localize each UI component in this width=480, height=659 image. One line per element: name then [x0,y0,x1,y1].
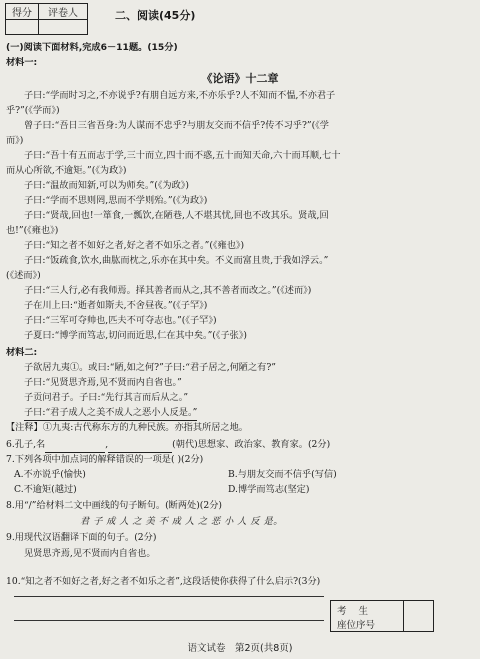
note: 【注释】①九夷:古代称东方的九种民族。亦指其所居之地。 [6,422,248,433]
q7-option-d[interactable]: D.博学而笃志(坚定) [228,484,310,495]
material1-label: 材料一: [6,57,38,68]
text-line: 子在川上曰:“逝者如斯夫,不舍昼夜。”(《子罕》) [24,300,208,311]
examinee-label: 考生 [337,606,381,617]
q6-tail: (朝代)思想家、政治家、教育家。(2分) [172,439,331,450]
q8-sentence[interactable]: 君 子 成 人 之 美 不 成 人 之 恶 小 人 反 是。 [80,516,283,527]
text-line: 而从心所欲,不逾矩。”(《为政》) [6,165,127,176]
q6-blank-1[interactable] [45,437,105,453]
text-line: 子曰:“吾十有五而志于学,三十而立,四十而不惑,五十而知天命,六十而耳顺,七十 [24,150,341,161]
material2-line: 子贡问君子。子曰:“先行其言而后从之。” [24,392,189,403]
text-line: 子曰:“温故而知新,可以为师矣。”(《为政》) [24,180,189,191]
question-9: 9.用现代汉语翻译下面的句子。(2分) [6,532,157,543]
text-line: 子夏曰:“博学而笃志,切问而近思,仁在其中矣。”(《子张》) [24,330,248,341]
text-title: 《论语》十二章 [201,72,279,85]
seat-number-cell[interactable] [403,601,434,631]
q6-comma: , [105,439,109,450]
text-line: 子曰:“知之者不如好之者,好之者不如乐之者。”(《雍也》) [24,240,245,251]
text-line: 子曰:“三军可夺帅也,匹夫不可夺志也。”(《子罕》) [24,315,217,326]
answer-line[interactable] [14,620,324,621]
material2-line: 子欲居九夷①。或曰:“陋,如之何?”子曰:“君子居之,何陋之有?” [24,362,276,373]
q7-option-a[interactable]: A.不亦说乎(愉快) [14,469,86,480]
text-line: 曾子曰:“吾日三省吾身:为人谋而不忠乎?与朋友交而不信乎?传不习乎?”(《学 [24,120,329,131]
answer-line[interactable] [14,596,324,597]
text-line: (《述而》) [6,270,41,281]
question-8: 8.用“/”给材料二文中画线的句子断句。(断两处)(2分) [6,500,222,511]
question-7: 7.下列各项中加点词的解释错误的一项是( )(2分) [6,454,204,465]
q7-option-c[interactable]: C.不逾矩(越过) [14,484,77,495]
page-footer: 语文试卷 第2页(共8页) [187,643,293,654]
part1-heading: (一)阅读下面材料,完成6－11题。(15分) [6,42,178,53]
material2-line: 子曰:“见贤思齐焉,见不贤而内自省也。” [24,377,182,388]
score-label: 得分 [6,4,39,20]
seat-number-box [330,600,434,632]
text-line: 子曰:“三人行,必有我师焉。择其善者而从之,其不善者而改之。”(《述而》) [24,285,312,296]
text-line: 子曰:“饭疏食,饮水,曲肱而枕之,乐亦在其中矣。不义而富且贵,于我如浮云。” [24,255,329,266]
underlined-sentence: 子曰:“君子成人之美不成人之恶小人反是。” [24,405,197,421]
section-title: 二、阅读(45分) [115,9,196,22]
grader-label: 评卷人 [39,4,88,20]
text-line: 子曰:“贤哉,回也!一箪食,一瓢饮,在陋巷,人不堪其忧,回也不改其乐。贤哉,回 [24,210,329,221]
material2-label: 材料二: [6,347,38,358]
question-6 [6,437,470,453]
question-10: 10.“知之者不如好之者,好之者不如乐之者”,这段话使你获得了什么启示?(3分) [6,576,321,587]
q7-option-b[interactable]: B.与朋友交而不信乎(写信) [228,469,337,480]
text-line: 子曰:“学而不思则罔,思而不学则殆。”(《为政》) [24,195,208,206]
q6-blank-2[interactable] [108,437,172,453]
seat-number-label: 座位序号 [337,620,376,631]
grader-cell[interactable] [39,20,88,35]
text-line: 乎?”(《学而》) [6,105,60,116]
text-line: 而》) [6,135,24,146]
q9-sentence: 见贤思齐焉,见不贤而内自省也。 [24,548,156,559]
material2-line-underlined [24,405,470,421]
score-table [5,3,88,35]
score-cell[interactable] [6,20,39,35]
text-line: 子曰:“学而时习之,不亦说乎?有朋自远方来,不亦乐乎?人不知而不愠,不亦君子 [24,90,336,101]
q6-text: 6.孔子,名 [6,439,46,450]
text-line: 也!”(《雍也》) [6,225,59,236]
